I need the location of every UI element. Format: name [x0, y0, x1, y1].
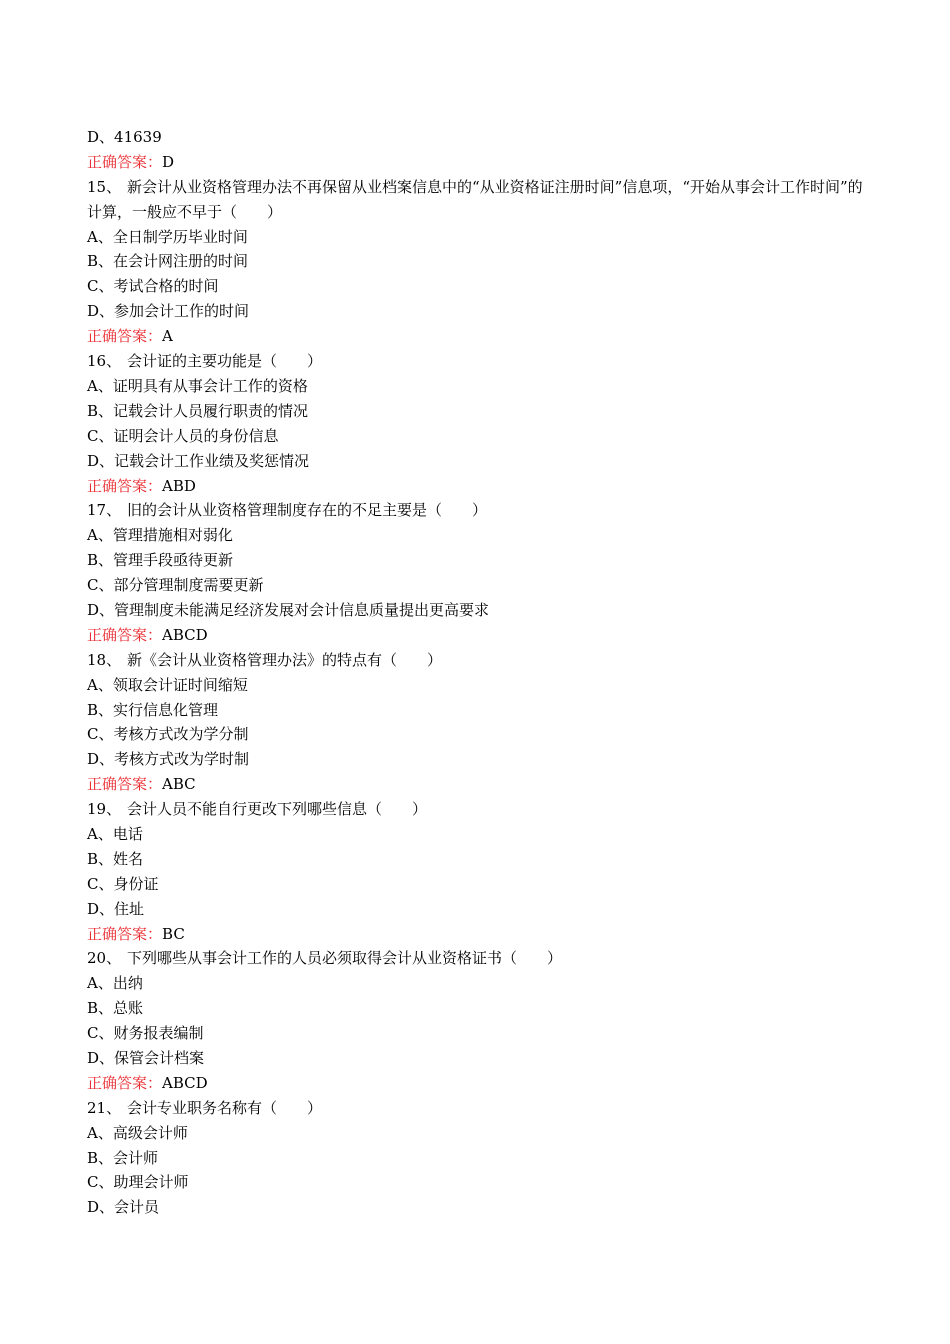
question-stem: 会计人员不能自行更改下列哪些信息（	[127, 800, 383, 819]
option-line: C、助理会计师	[87, 1173, 189, 1192]
answer-label: 正确答案：	[87, 152, 163, 171]
question-stem: 会计证的主要功能是（	[127, 352, 278, 371]
option-line: D、考核方式改为学时制	[87, 750, 250, 769]
option-line: D、管理制度未能满足经济发展对会计信息质量提出更高要求	[87, 600, 490, 619]
question-text: 17、 旧的会计从业资格管理制度存在的不足主要是（ ）	[87, 498, 867, 523]
answer-line	[87, 922, 867, 947]
answer-value: D	[162, 152, 175, 171]
question-text: 20、 下列哪些从事会计工作的人员必须取得会计从业资格证书（ ）	[87, 946, 867, 971]
question-text: 21、 会计专业职务名称有（ ）	[87, 1096, 867, 1121]
option-line: B、姓名	[87, 849, 144, 868]
question-text: 15、 新会计从业资格管理办法不再保留从业档案信息中的“从业资格证注册时间”信息项，“开始从事会计工作时间”的计算，一般应不早于（ ）	[87, 175, 867, 225]
answer-label: 正确答案：	[87, 327, 163, 346]
option-line: A、高级会计师	[87, 1123, 188, 1142]
answer-value: ABC	[162, 775, 196, 794]
question-stem: 旧的会计从业资格管理制度存在的不足主要是（	[127, 501, 443, 520]
answer-label: 正确答案：	[87, 775, 163, 794]
option-line: A、管理措施相对弱化	[87, 526, 233, 545]
question-number: 15、	[87, 177, 122, 196]
option-line: D、41639	[87, 128, 162, 146]
question-stem: 新《会计从业资格管理办法》的特点有（	[127, 650, 398, 669]
answer-value: ABCD	[162, 1073, 208, 1092]
question-number: 17、	[87, 501, 122, 520]
question-stem: 新会计从业资格管理办法不再保留从业档案信息中的“从业资格证注册时间”信息项，“开始从事会计工作时间”的计算，一般应不早于（	[87, 177, 863, 221]
answer-line	[87, 150, 867, 175]
question-number: 16、	[87, 352, 122, 371]
question-number: 18、	[87, 650, 122, 669]
question-number: 21、	[87, 1098, 122, 1117]
option-line: A、全日制学历毕业时间	[87, 227, 248, 246]
question-stem: 会计专业职务名称有（	[127, 1098, 278, 1117]
option-line: C、身份证	[87, 874, 159, 893]
question-number: 19、	[87, 800, 122, 819]
option-line: B、在会计网注册的时间	[87, 252, 249, 271]
option-line: B、记载会计人员履行职责的情况	[87, 401, 309, 420]
option-line: D、参加会计工作的时间	[87, 302, 250, 321]
question-list	[87, 125, 867, 1220]
option-line: C、部分管理制度需要更新	[87, 576, 264, 595]
answer-line	[87, 772, 867, 797]
option-line: A、领取会计证时间缩短	[87, 675, 248, 694]
answer-value: A	[162, 327, 173, 346]
option-line: C、考核方式改为学分制	[87, 725, 249, 744]
question-number: 20、	[87, 949, 122, 968]
option-line: B、总账	[87, 999, 144, 1018]
question-text: 18、 新《会计从业资格管理办法》的特点有（ ）	[87, 648, 867, 673]
option-line: D、住址	[87, 899, 145, 918]
answer-line	[87, 623, 867, 648]
option-line: A、出纳	[87, 974, 143, 993]
option-line: D、会计员	[87, 1198, 160, 1217]
answer-label: 正确答案：	[87, 1073, 163, 1092]
answer-value: ABCD	[162, 625, 208, 644]
question-text: 19、 会计人员不能自行更改下列哪些信息（ ）	[87, 797, 867, 822]
question-stem: 下列哪些从事会计工作的人员必须取得会计从业资格证书（	[127, 949, 518, 968]
answer-line	[87, 324, 867, 349]
option-line: B、管理手段亟待更新	[87, 551, 234, 570]
question-text: 16、 会计证的主要功能是（ ）	[87, 349, 867, 374]
option-line: D、保管会计档案	[87, 1048, 205, 1067]
answer-line	[87, 1071, 867, 1096]
answer-label: 正确答案：	[87, 625, 163, 644]
option-line: A、证明具有从事会计工作的资格	[87, 376, 308, 395]
answer-value: ABD	[162, 476, 196, 495]
answer-line	[87, 474, 867, 499]
option-line: C、财务报表编制	[87, 1024, 204, 1043]
option-line: B、会计师	[87, 1148, 159, 1167]
answer-label: 正确答案：	[87, 476, 163, 495]
answer-label: 正确答案：	[87, 924, 163, 943]
option-line: C、考试合格的时间	[87, 277, 219, 296]
option-line: D、记载会计工作业绩及奖惩情况	[87, 451, 310, 470]
option-line: B、实行信息化管理	[87, 700, 219, 719]
answer-value: BC	[162, 924, 185, 943]
option-line: A、电话	[87, 824, 143, 843]
option-line: C、证明会计人员的身份信息	[87, 426, 279, 445]
